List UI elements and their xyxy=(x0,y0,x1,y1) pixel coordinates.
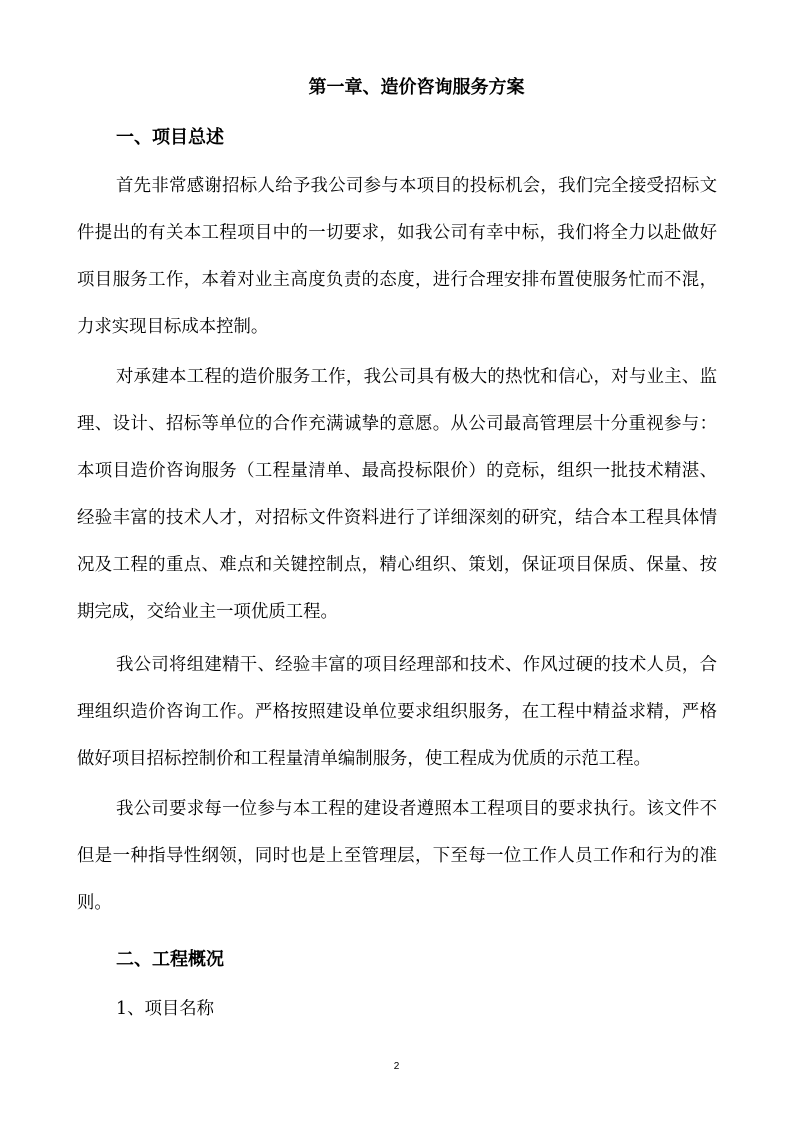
paragraph-requirements: 我公司要求每一位参与本工程的建设者遵照本工程项目的要求执行。该文件不但是一种指导性纲领，同时也是上至管理层，下至每一位工作人员工作和行为的准则。 xyxy=(77,799,717,913)
page-number: 2 xyxy=(393,1061,400,1072)
paragraph-team: 我公司将组建精干、经验丰富的项目经理部和技术、作风过硬的技术人员，合理组织造价咨询工作。严格按照建设单位要求组织服务，在工程中精益求精，严格做好项目招标控制价和工程量清单编制服务，使工程成为优质的示范工程。 xyxy=(77,655,717,769)
section-heading-project-profile: 二、工程概况 xyxy=(116,949,224,970)
paragraph-commitment: 对承建本工程的造价服务工作，我公司具有极大的热忱和信心，对与业主、监理、设计、招标等单位的合作充满诚挚的意愿。从公司最高管理层十分重视参与：本项目造价咨询服务（工程量清单、最高投标限价）的竞标，组织一批技术精湛、经验丰富的技术人才，对招标文件资料进行了详细深刻的研究，结合本工程具体情况及工程的重点、难点和关键控制点，精心组织、策划，保证项目保质、保量、按期完成，交给业主一项优质工程。 xyxy=(77,367,717,622)
section-heading-project-overview: 一、项目总述 xyxy=(116,127,224,148)
paragraph-intro: 首先非常感谢招标人给予我公司参与本项目的投标机会，我们完全接受招标文件提出的有关本工程项目中的一切要求，如我公司有幸中标，我们将全力以赴做好项目服务工作，本着对业主高度负责的态度，进行合理安排布置使服务忙而不混，力求实现目标成本控制。 xyxy=(77,176,717,337)
sub-heading-project-name: 1、项目名称 xyxy=(116,999,215,1019)
chapter-title: 第一章、造价咨询服务方案 xyxy=(308,77,525,98)
